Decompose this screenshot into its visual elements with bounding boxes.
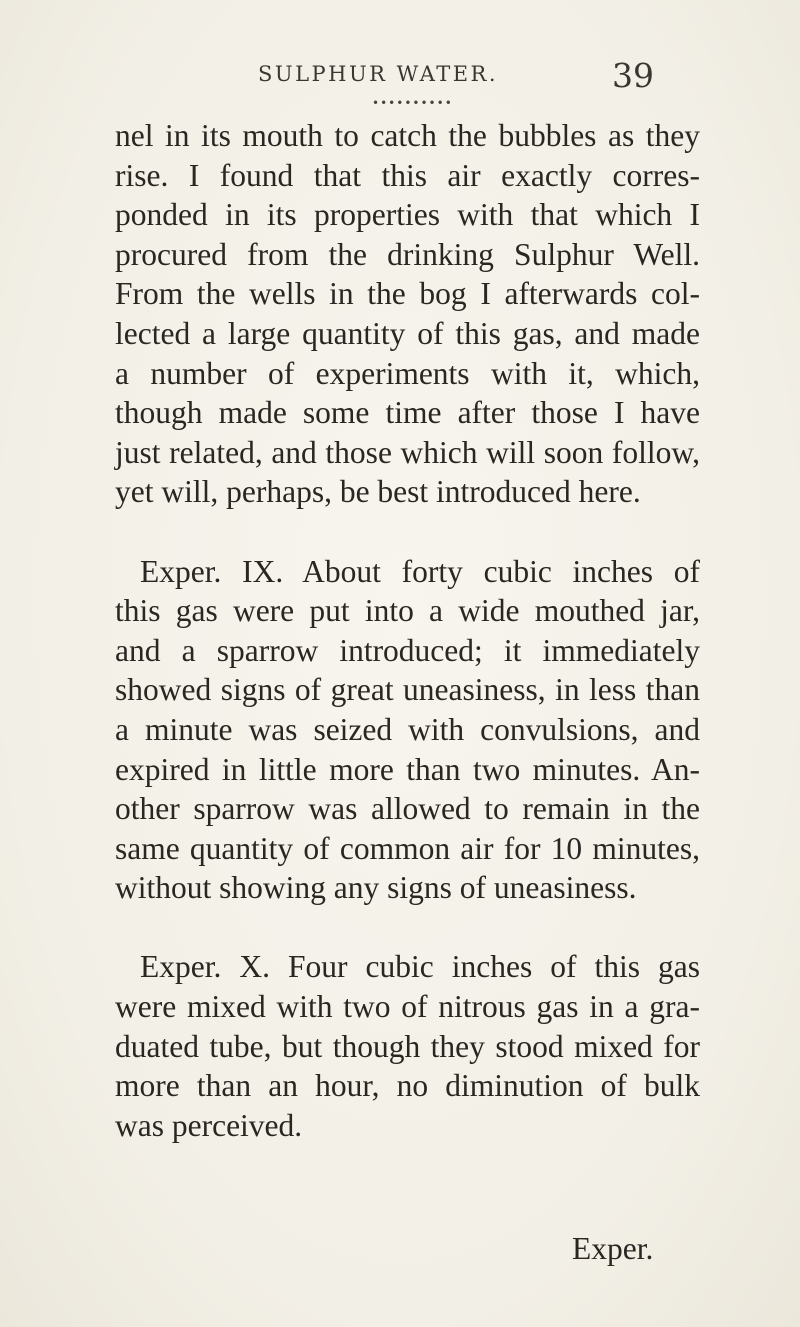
text-line: nel in its mouth to catch the bubbles as they [115, 118, 700, 153]
text-line: same quantity of common air for 10 minutes, [115, 830, 700, 866]
text-line: this gas were put into a wide mouthed jar, [115, 593, 700, 629]
paragraph-3 [115, 947, 700, 1145]
text-line: other sparrow was allowed to remain in the [115, 791, 700, 827]
text-line: though made some time after those I have [115, 395, 700, 431]
text-line: expired in little more than two minutes. An- [115, 751, 700, 787]
page-number: 39 [612, 56, 654, 95]
paragraph-2 [115, 552, 700, 908]
body-text [115, 116, 700, 1145]
text-line: was perceived. [115, 1107, 303, 1143]
text-line: more than an hour, no diminution of bulk [115, 1068, 700, 1104]
text-line: procured from the drinking Sulphur Well. [115, 236, 700, 272]
text-line: were mixed with two of nitrous gas in a gra- [115, 989, 700, 1025]
text-line: ponded in its properties with that which I [115, 197, 700, 233]
text-line: lected a large quantity of this gas, and made [115, 315, 700, 351]
text-line: Exper. IX. About forty cubic inches of [140, 553, 700, 589]
catchword: Exper. [572, 1231, 654, 1266]
paragraph-spacer [115, 512, 700, 552]
text-line: a number of experiments with it, which, [115, 355, 700, 391]
text-line: rise. I found that this air exactly corres- [115, 157, 700, 193]
text-line: just related, and those which will soon follow, [115, 434, 700, 470]
text-line: yet will, perhaps, be best introduced here. [115, 474, 641, 510]
text-line: a minute was seized with convulsions, and [115, 711, 700, 747]
ornament-rule: •••••••••• [372, 96, 453, 110]
text-line: without showing any signs of uneasiness. [115, 870, 637, 906]
text-line: From the wells in the bog I afterwards col- [115, 276, 700, 312]
text-line: Exper. X. Four cubic inches of this gas [140, 949, 700, 985]
text-line: showed signs of great uneasiness, in less than [115, 672, 700, 708]
paragraph-1 [115, 116, 700, 512]
text-line: duated tube, but though they stood mixed for [115, 1028, 700, 1064]
text-line: and a sparrow introduced; it immediately [115, 632, 700, 668]
paragraph-spacer [115, 908, 700, 948]
running-title: SULPHUR WATER. [258, 62, 499, 86]
